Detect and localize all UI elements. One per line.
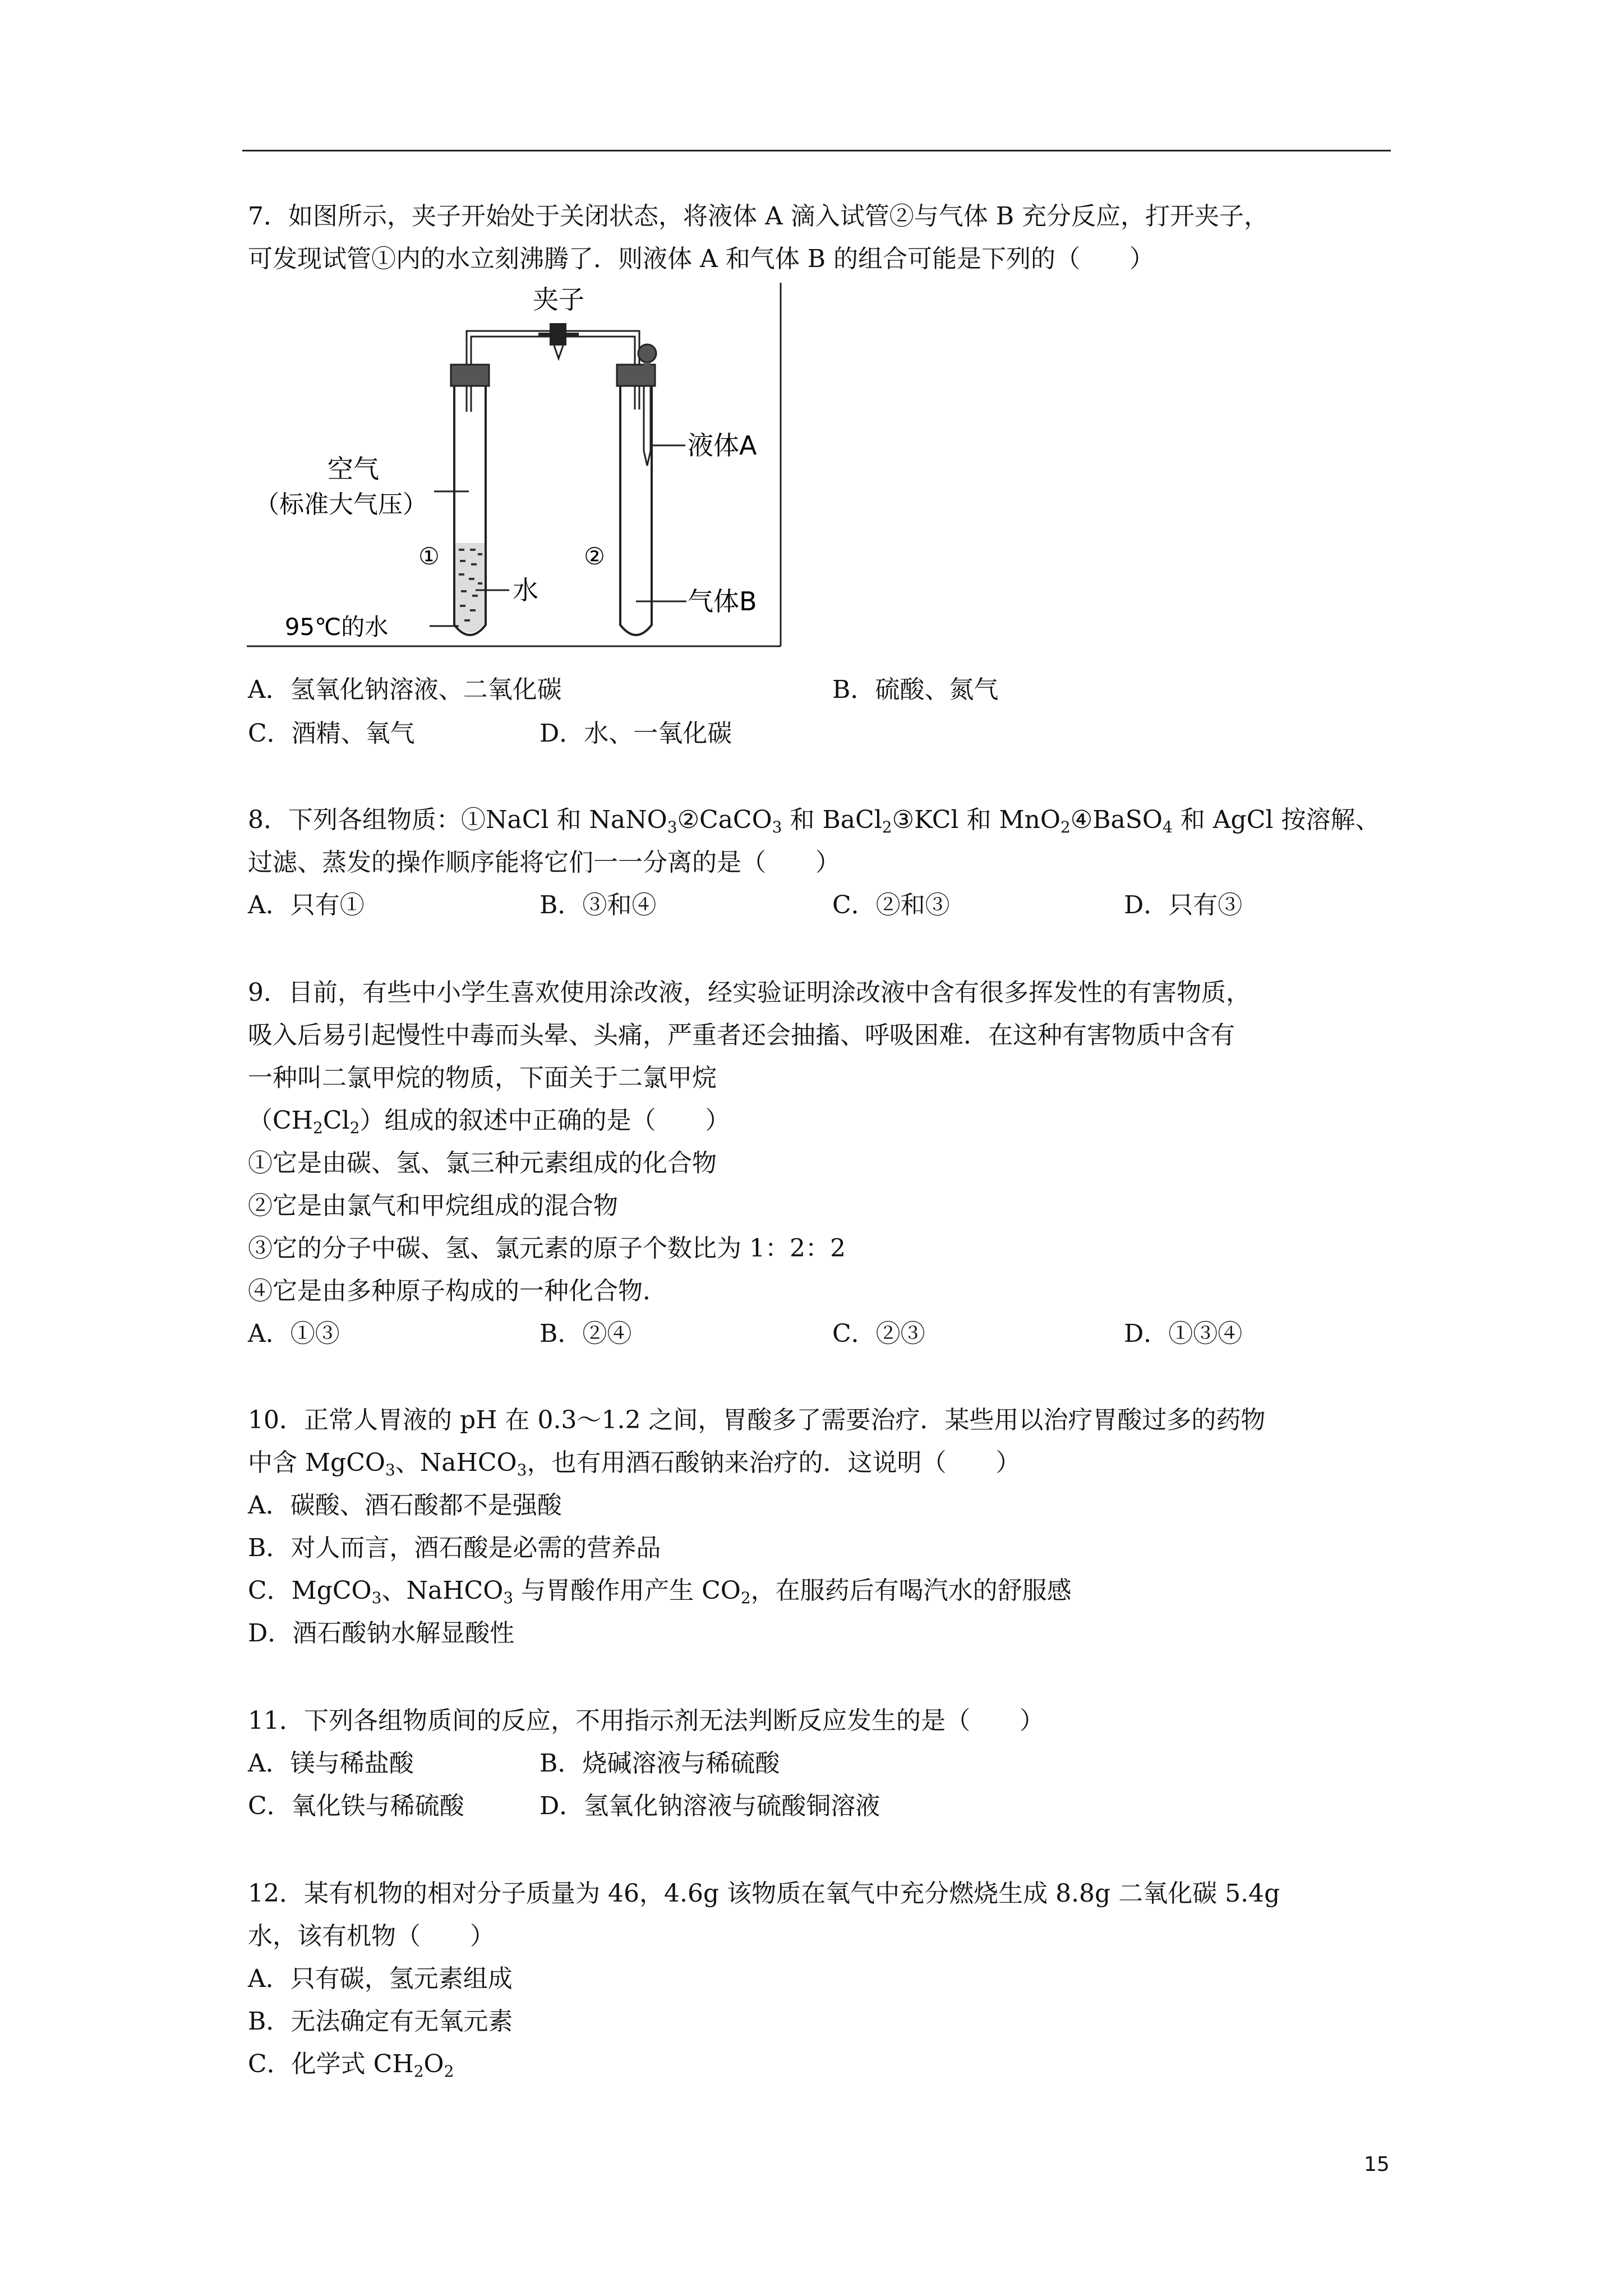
q11-stem: 11．下列各组物质间的反应，不用指示剂无法判断反应发生的是（ ） xyxy=(248,1706,1044,1735)
q7-option-b: B．硫酸、氮气 xyxy=(832,675,999,704)
label-liquid-a: 液体A xyxy=(688,430,757,461)
test-tube-2 xyxy=(620,386,652,635)
q12-option-a: A．只有碳，氢元素组成 xyxy=(248,1964,513,1993)
page-number: 15 xyxy=(1364,2153,1390,2176)
q8-stem-line1: 8．下列各组物质：①NaCl 和 NaNO$_3$②CaCO$_3$ 和 BaCl$_2$③KCl 和 MnO$_2$④BaSO$_4$ 和 AgCl 按溶解、 xyxy=(248,806,1380,836)
label-water: 水 xyxy=(513,575,538,605)
label-tube2: ② xyxy=(584,542,605,570)
dropper-icon xyxy=(644,386,651,466)
q12-option-c: C．化学式 $CH_2O_2$ xyxy=(248,2050,454,2081)
q9-stem-line3: 一种叫二氯甲烷的物质，下面关于二氯甲烷 xyxy=(248,1064,717,1092)
q10-stem-line2: 中含 MgCO$_3$、NaHCO$_3$，也有用酒石酸钠来治疗的．这说明（ ） xyxy=(248,1448,1021,1479)
q9-item-1: ①它是由碳、氢、氯三种元素组成的化合物 xyxy=(248,1149,717,1177)
q9-stem-line4: $(CH_2Cl_2)$组成的叙述中正确的是（ ） xyxy=(248,1106,730,1137)
q7-stem-line2: 可发现试管①内的水立刻沸腾了．则液体 A 和气体 B 的组合可能是下列的（ ） xyxy=(248,245,1155,273)
q12-option-b: B．无法确定有无氧元素 xyxy=(248,2007,513,2036)
q8-option-c: C．②和③ xyxy=(832,891,950,919)
q8-option-d: D．只有③ xyxy=(1124,891,1243,919)
q11-option-a: A．镁与稀盐酸 xyxy=(248,1749,414,1778)
q7-option-d: D．水、一氧化碳 xyxy=(540,719,732,748)
q11-option-b: B．烧碱溶液与稀硫酸 xyxy=(540,1749,780,1778)
q10-option-c: C．MgCO$_3$、NaHCO$_3$ 与胃酸作用产生 $CO_2$，在服药后有喝汽水的舒服感 xyxy=(248,1576,1072,1607)
label-gas-b: 气体B xyxy=(688,586,757,616)
label-tube1: ① xyxy=(418,542,440,570)
q12-stem-line2: 水，该有机物（ ） xyxy=(248,1922,495,1950)
header-rule xyxy=(242,150,1391,151)
q10-option-a: A．碳酸、酒石酸都不是强酸 xyxy=(248,1491,562,1520)
q11-option-d: D．氢氧化钠溶液与硫酸铜溶液 xyxy=(540,1792,880,1820)
q9-option-b: B．②④ xyxy=(540,1319,632,1348)
q9-option-a: A．①③ xyxy=(248,1319,340,1348)
label-clip: 夹子 xyxy=(533,284,584,315)
q9-item-4: ④它是由多种原子构成的一种化合物． xyxy=(248,1277,667,1305)
q7-option-c: C．酒精、氧气 xyxy=(248,719,415,748)
q9-item-2: ②它是由氯气和甲烷组成的混合物 xyxy=(248,1191,618,1220)
q10-option-d: D．酒石酸钠水解显酸性 xyxy=(248,1619,515,1648)
q9-item-3: ③它的分子中碳、氢、氯元素的原子个数比为 1：2：2 xyxy=(248,1234,846,1263)
q8-option-b: B．③和④ xyxy=(540,891,657,919)
q8-option-a: A．只有① xyxy=(248,891,365,919)
dropper-bulb-icon xyxy=(638,344,656,362)
q10-option-b: B．对人而言，酒石酸是必需的营养品 xyxy=(248,1534,661,1562)
q9-stem-line1: 9．目前，有些中小学生喜欢使用涂改液，经实验证明涂改液中含有很多挥发性的有害物质， xyxy=(248,978,1251,1007)
q12-stem-line1: 12．某有机物的相对分子质量为 46，4.6g 该物质在氧气中充分燃烧生成 8.8g 二氧化碳 5.4g xyxy=(248,1879,1280,1908)
tube1-stopper xyxy=(451,365,489,386)
q9-option-d: D．①③④ xyxy=(1124,1319,1243,1348)
label-hot-water: 95℃的水 xyxy=(284,613,389,641)
q7-stem-line1: 7．如图所示，夹子开始处于关闭状态，将液体 A 滴入试管②与气体 B 充分反应，打开夹子， xyxy=(248,202,1269,231)
label-standard-pressure: （标准大气压） xyxy=(255,490,427,519)
q7-figure xyxy=(247,283,785,653)
label-air: 空气 xyxy=(328,454,379,484)
q7-option-a: A．氢氧化钠溶液、二氧化碳 xyxy=(248,675,562,704)
q9-stem-line2: 吸入后易引起慢性中毒而头晕、头痛，严重者还会抽搐、呼吸困难．在这种有害物质中含有 xyxy=(248,1021,1235,1050)
q10-stem-line1: 10．正常人胃液的 pH 在 0.3～1.2 之间，胃酸多了需要治疗．某些用以治疗胃酸过多的药物 xyxy=(248,1406,1266,1434)
q11-option-c: C．氧化铁与稀硫酸 xyxy=(248,1792,464,1820)
q8-stem-line2: 过滤、蒸发的操作顺序能将它们一一分离的是（ ） xyxy=(248,848,840,877)
q9-option-c: C．②③ xyxy=(832,1319,925,1348)
